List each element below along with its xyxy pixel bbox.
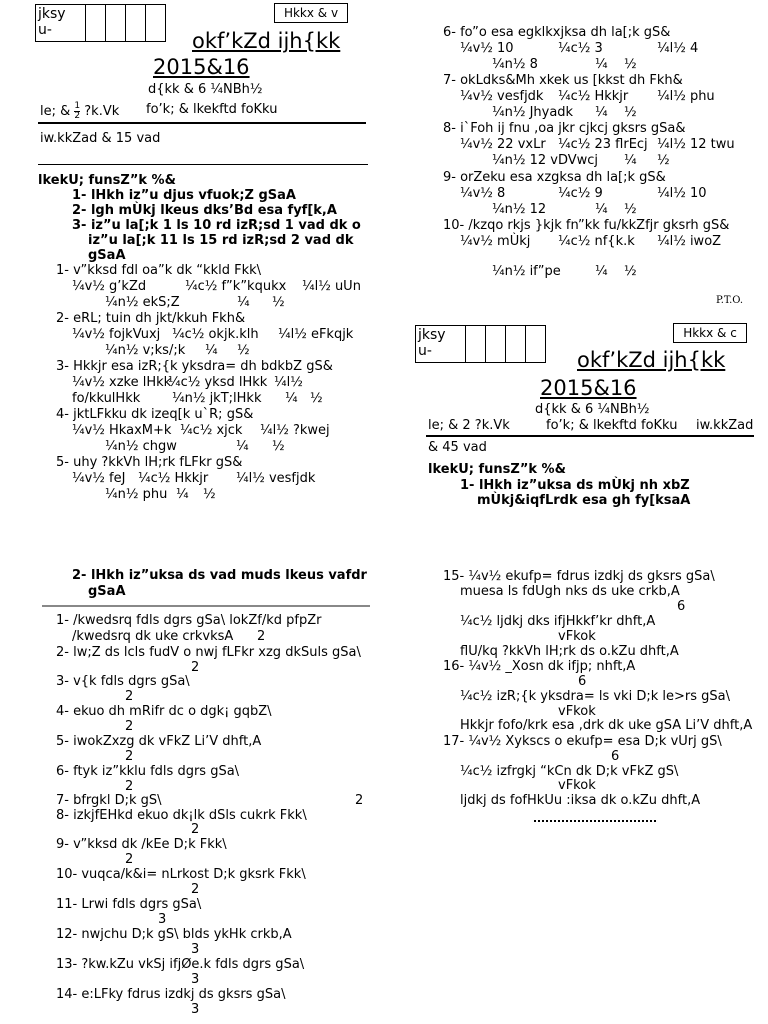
instruction-item: gSaA: [88, 248, 126, 263]
question-b16-sub: ¼c½ izR;{k yksdra= ls vki D;k le>rs gSa\: [460, 689, 730, 704]
question-b2: 2- lw;Z ds lcls fudV o nwj fLFkr xzg dkSuls gSa\: [56, 645, 361, 660]
option: ¼c½ Hkkjr: [558, 89, 629, 104]
option: ¼v½ 22 vxLr: [460, 137, 546, 152]
option: ¼c½ 23 flrEcj: [558, 137, 648, 152]
question-b3: 3- v{k fdls dgrs gSa\: [56, 674, 190, 689]
marks: 3: [191, 942, 200, 957]
question-b13: 13- ?kw.kZu vkSj ifjØe.k fdls dgrs gSa\: [56, 957, 305, 972]
answer-bracket-open: ¼: [595, 202, 608, 217]
marks: 6: [578, 674, 587, 689]
answer-bracket-open: ¼: [595, 264, 608, 279]
option: ¼l½ iwoZ: [657, 234, 722, 249]
question-b7: 7- bfrgkl D;k gS\: [56, 793, 162, 808]
option: ¼n½ 12 vDVwcj: [492, 153, 599, 168]
question-b16-alt: Hkkjr fofo/krk esa ,drk dk uke gSA Li’V dhft,A: [460, 718, 753, 733]
option: ¼l½ phu: [657, 89, 715, 104]
question-4: 4- jktLFkku dk izeq[k u`R; gS&: [56, 407, 254, 422]
marks: 2: [125, 779, 134, 794]
exam-year-a: 2015&16: [153, 55, 250, 79]
answer-bracket-close: ½: [657, 153, 670, 168]
question-8: 8- i`Foh ij fnu ,oa jkr cjkcj gksrs gSa&: [443, 121, 686, 136]
option: ¼c½ Hkkjr: [138, 471, 209, 486]
answer-bracket-close: ½: [272, 295, 285, 310]
option: ¼n½ phu: [105, 487, 168, 502]
roll-number-box-a: [35, 4, 166, 42]
exam-title-a: okf’kZd ijh{kk: [192, 29, 341, 53]
question-b9: 9- v”kksd dk /kEe D;k Fkk\: [56, 837, 227, 852]
option: ¼n½ chgw: [105, 439, 177, 454]
instructions-heading-a: lkekU; funsZ”k %&: [38, 173, 176, 188]
option: ¼n½ jkT;lHkk: [172, 391, 262, 406]
instruction-item: 1- lHkh iz”uksa ds mÙkj nh xbZ: [460, 478, 690, 493]
option: ¼v½ 8: [460, 186, 506, 201]
question-b6: 6- ftyk iz”kklu fdls dgrs gSa\: [56, 764, 240, 779]
class-label-a: d{kk & 6 ¼NBh½: [148, 82, 263, 97]
option: ¼n½ Jhyadk: [492, 105, 574, 120]
answer-bracket-open: ¼: [236, 439, 249, 454]
option: ¼v½ g’kZd: [72, 279, 147, 294]
marks: 2: [191, 882, 200, 897]
answer-bracket-close: ½: [624, 105, 637, 120]
instruction-item: 3- iz”u la[;k 1 ls 10 rd izR;sd 1 vad dk o: [72, 218, 361, 233]
answer-bracket-close: ½: [310, 391, 323, 406]
class-label-b: d{kk & 6 ¼NBh½: [535, 402, 650, 417]
roll-number-box-b: [415, 325, 546, 363]
answer-bracket-close: ½: [237, 343, 250, 358]
option: ¼c½ 3: [558, 41, 603, 56]
instructions-heading-b: lkekU; funsZ”k %&: [428, 462, 566, 477]
answer-bracket-close: ½: [624, 202, 637, 217]
question-b15: 15- ¼v½ ekufp= fdrus izdkj ds gksrs gSa\: [443, 569, 715, 584]
option: ¼l½ 4: [657, 41, 699, 56]
question-b10: 10- vuqca/k&i= nLrkost D;k gksrk Fkk\: [56, 867, 306, 882]
answer-bracket-close: ½: [272, 439, 285, 454]
option: ¼c½ nf{k.k: [558, 234, 635, 249]
max-marks-b: iw.kkZad: [696, 418, 754, 433]
option: ¼v½ vesfjdk: [460, 89, 544, 104]
instruction-item: mÙkj&iqfLrdk esa gh fy[ksaA: [477, 493, 691, 508]
option: ¼c½ f”k”kqukx: [185, 279, 287, 294]
question-b1: 1- /kwedsrq fdls dgrs gSa\ lokZf/kd pfpZr: [56, 613, 322, 628]
answer-bracket-close: ½: [203, 487, 216, 502]
answer-bracket-open: ¼: [205, 343, 218, 358]
answer-bracket-close: ½: [624, 264, 637, 279]
marks: 3: [191, 1002, 200, 1017]
max-marks-b-value: & 45 vad: [428, 440, 487, 455]
question-2: 2- eRL; tuin dh jkt/kkuh Fkh&: [56, 311, 246, 326]
option: ¼l½ vesfjdk: [236, 471, 316, 486]
question-b15-sub: ¼c½ ljdkj dks ifjHkkf’kr dhft,A: [460, 614, 656, 629]
marks: 2: [125, 749, 134, 764]
marks: 2: [355, 793, 364, 808]
or-label: vFkok: [558, 704, 596, 719]
question-9: 9- orZeku esa xzgksa dh la[;k gS&: [443, 170, 666, 185]
instruction-item: 2- lHkh iz”uksa ds vad muds lkeus vafdr: [72, 568, 367, 583]
option: ¼n½ if”pe: [492, 264, 561, 279]
instruction-item: 1- lHkh iz”u djus vfuok;Z gSaA: [72, 188, 296, 203]
instruction-item: 2- lgh mÙkj lkeus dks’Bd esa fyf[k,A: [72, 203, 337, 218]
marks: 2: [191, 822, 200, 837]
marks: 6: [611, 749, 620, 764]
answer-bracket-open: ¼: [176, 487, 189, 502]
question-b4: 4- ekuo dh mRifr dc o dgk¡ gqbZ\: [56, 704, 272, 719]
answer-bracket-close: ½: [624, 57, 637, 72]
question-b17: 17- ¼v½ Xykscs o ekufp= esa D;k vUrj gS\: [443, 734, 722, 749]
time-label-a: le; & $\frac{1}{2}$ ?k.Vk: [40, 101, 120, 121]
option: fo/kkulHkk: [72, 391, 141, 406]
subject-label-b: fo’k; & lkekftd foKku: [546, 418, 678, 433]
question-3: 3- Hkkjr esa izR;{k yksdra= dh bdkbZ gS&: [56, 359, 333, 374]
question-b11: 11- Lrwi fdls dgrs gSa\: [56, 897, 202, 912]
option: ¼l½ uUn: [302, 279, 361, 294]
question-7: 7- okLdks&Mh xkek us [kkst dh Fkh&: [443, 73, 683, 88]
time-label-b: le; & 2 ?k.Vk: [428, 418, 510, 433]
option: ¼n½ ekS;Z: [105, 295, 180, 310]
marks: 6: [677, 599, 686, 614]
marks: 3: [158, 912, 167, 927]
question-b17-sub: ¼c½ izfrgkj “kCn dk D;k vFkZ gS\: [460, 764, 679, 779]
divider: [426, 435, 754, 437]
divider: [42, 605, 370, 607]
question-6: 6- fo”o esa egklkxjksa dh la[;k gS&: [443, 25, 671, 40]
answer-bracket-open: ¼: [624, 153, 637, 168]
time-fraction: $\frac{1}{2}$: [74, 101, 81, 121]
instruction-item: gSaA: [88, 584, 126, 599]
question-10: 10- /kzqo rkjs }kjk fn”kk fu/kkZfjr gksrh gS&: [443, 218, 730, 233]
pto-label: P.T.O.: [716, 295, 744, 306]
option: ¼v½ mÙkj: [460, 234, 531, 249]
option: ¼n½ 8: [492, 57, 538, 72]
option: ¼v½ HkaxM+k: [72, 423, 172, 438]
roll-number-label: jksy u-: [36, 5, 86, 41]
part-code-b: Hkkx & c: [673, 323, 747, 343]
divider: [38, 164, 368, 165]
question-b17-alt: ljdkj ds fofHkUu :iksa dk o.kZu dhft,A: [460, 793, 701, 808]
question-5: 5- uhy ?kkVh lH;rk fLFkr gS&: [56, 455, 243, 470]
option: ¼l½ 10: [657, 186, 707, 201]
question-b14: 14- e:LFky fdrus izdkj ds gksrs gSa\: [56, 987, 286, 1002]
question-b1-cont: /kwedsrq dk uke crkvksA: [72, 629, 234, 644]
part-code-a: Hkkx & v: [274, 3, 348, 23]
option: ¼c½ xjck: [180, 423, 243, 438]
option: ¼n½ 12: [492, 202, 547, 217]
option: ¼l½ ?kwej: [260, 423, 330, 438]
answer-bracket-open: ¼: [285, 391, 298, 406]
option: ¼v½ xzke lHkk: [72, 375, 172, 390]
marks: 2: [191, 660, 200, 675]
option: ¼v½ fojkVuxj: [72, 327, 161, 342]
answer-bracket-open: ¼: [595, 105, 608, 120]
option: ¼c½ okjk.klh: [172, 327, 259, 342]
marks: 2: [125, 719, 134, 734]
question-b8: 8- izkjfEHkd ekuo dk¡lk dSls cukrk Fkk\: [56, 808, 307, 823]
end-dots: [534, 820, 656, 822]
option: ¼l½: [274, 375, 303, 390]
option: ¼v½ feJ: [72, 471, 126, 486]
question-b12: 12- nwjchu D;k gS\ blds ykHk crkb,A: [56, 927, 292, 942]
or-label: vFkok: [558, 778, 596, 793]
or-label: vFkok: [558, 629, 596, 644]
max-marks-a: iw.kkZad & 15 vad: [40, 131, 161, 146]
answer-bracket-open: ¼: [595, 57, 608, 72]
exam-year-b: 2015&16: [540, 376, 637, 400]
marks: 2: [125, 689, 134, 704]
question-b15-cont: muesa ls fdUgh nks ds uke crkb,A: [460, 584, 680, 599]
marks: 2: [257, 629, 266, 644]
option: ¼n½ v;ks/;k: [105, 343, 186, 358]
question-b5: 5- iwokZxzg dk vFkZ Li’V dhft,A: [56, 734, 262, 749]
exam-title-b: okf’kZd ijh{kk: [577, 348, 726, 372]
option: ¼c½ 9: [558, 186, 603, 201]
question-1: 1- v”kksd fdl oa”k dk “kkld Fkk\: [56, 263, 262, 278]
marks: 3: [191, 972, 200, 987]
option: ¼v½ 10: [460, 41, 514, 56]
subject-label-a: fo’k; & lkekftd foKku: [146, 102, 278, 117]
roll-number-label: jksy u-: [416, 326, 466, 362]
answer-bracket-open: ¼: [237, 295, 250, 310]
question-b16: 16- ¼v½ _Xosn dk ifjp; nhft,A: [443, 659, 636, 674]
divider: [38, 122, 366, 124]
marks: 2: [125, 852, 134, 867]
option: ¼l½ eFkqjk: [278, 327, 354, 342]
option: ¼c½ yksd lHkk: [168, 375, 268, 390]
question-b15-alt: flU/kq ?kkVh lH;rk ds o.kZu dhft,A: [460, 644, 679, 659]
option: ¼l½ 12 twu: [657, 137, 735, 152]
instruction-item: iz”u la[;k 11 ls 15 rd izR;sd 2 vad dk: [88, 233, 354, 248]
